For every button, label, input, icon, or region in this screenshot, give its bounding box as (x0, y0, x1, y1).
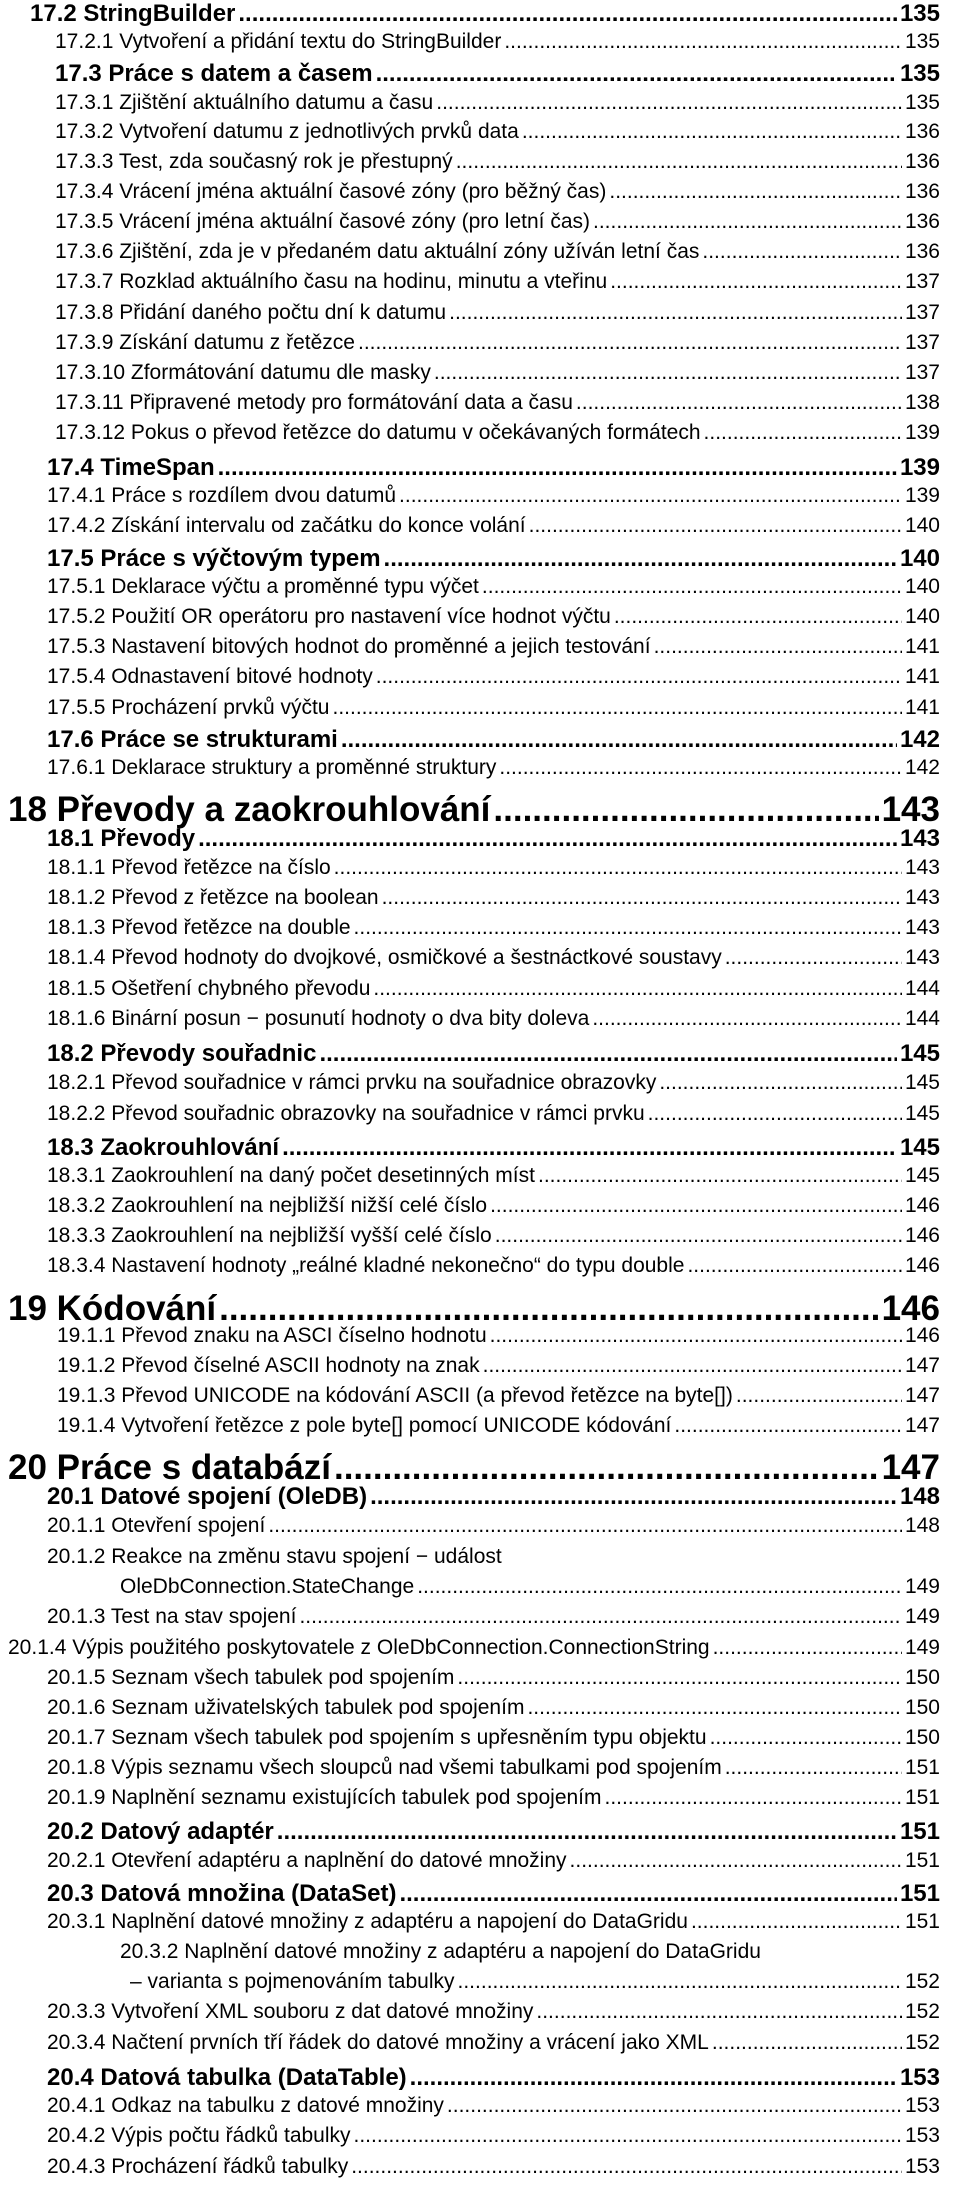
toc-entry[interactable] (47, 1071, 940, 1099)
dot-leader (576, 391, 902, 415)
dot-leader (527, 1696, 902, 1720)
dot-leader (614, 605, 902, 629)
toc-entry[interactable] (47, 977, 940, 1005)
toc-entry-page: 144 (904, 977, 940, 1000)
toc-entry[interactable] (57, 1354, 940, 1382)
toc-entry-page: 137 (904, 270, 940, 293)
dot-leader (504, 30, 902, 54)
toc-entry-title: 17.3.8 Přidání daného počtu dní k datumu (55, 301, 447, 324)
toc-entry-title: 20.1.5 Seznam všech tabulek pod spojením (47, 1666, 455, 1689)
toc-entry-title: 17.5.1 Deklarace výčtu a proměnné typu výčet (47, 575, 479, 598)
toc-entry[interactable] (47, 454, 940, 484)
dot-leader (376, 60, 897, 88)
dot-leader (704, 421, 902, 445)
toc-entry-page: 152 (904, 2031, 940, 2054)
toc-entry-title: 19.1.4 Vytvoření řetězce z pole byte[] pomocí UNICODE kódování (57, 1414, 672, 1437)
toc-entry-title: 19 Kódování (8, 1289, 217, 1328)
toc-entry-page: 139 (904, 421, 940, 444)
dot-leader (522, 120, 902, 144)
toc-entry-title: 18.1.4 Převod hodnoty do dvojkové, osmičkové a šestnáctkové soustavy (47, 946, 722, 969)
toc-entry[interactable] (47, 1134, 940, 1164)
dot-leader (490, 1194, 902, 1218)
dot-leader (710, 1726, 902, 1750)
toc-entry[interactable] (47, 1849, 940, 1877)
toc-entry-title: 18.2 Převody souřadnic (47, 1040, 317, 1067)
dot-leader (725, 1756, 902, 1780)
toc-entry-page: 147 (904, 1414, 940, 1437)
dot-leader (570, 1849, 902, 1873)
toc-entry-title: 20.1.9 Naplnění seznamu existujících tabulek pod spojením (47, 1786, 602, 1809)
toc-entry-title: 18.2.1 Převod souřadnice v rámci prvku na souřadnice obrazovky (47, 1071, 657, 1094)
toc-entry-title: 18.1 Převody (47, 825, 196, 852)
toc-entry[interactable] (47, 484, 940, 512)
dot-leader (702, 240, 902, 264)
toc-entry-page: 136 (904, 240, 940, 263)
toc-entry-page: 137 (904, 301, 940, 324)
dot-leader (282, 1134, 897, 1162)
toc-entry[interactable] (57, 1324, 940, 1352)
dot-leader (482, 575, 902, 599)
toc-entry[interactable] (47, 2000, 940, 2028)
toc-entry[interactable] (47, 1726, 940, 1754)
toc-entry[interactable] (47, 514, 940, 542)
toc-entry-page: 145 (904, 1164, 940, 1187)
toc-entry-page: 143 (904, 916, 940, 939)
toc-entry-page: 150 (904, 1726, 940, 1749)
toc-entry-page: 140 (904, 605, 940, 628)
toc-entry-page: 146 (904, 1324, 940, 1347)
toc-entry-page: 148 (904, 1514, 940, 1537)
dot-leader (648, 1102, 902, 1126)
dot-leader (449, 301, 902, 325)
toc-entry[interactable] (57, 1414, 940, 1442)
toc-entry[interactable] (47, 665, 940, 693)
toc-entry-page: 136 (904, 120, 940, 143)
toc-entry[interactable] (47, 1007, 940, 1035)
toc-entry-page: 152 (904, 2000, 940, 2023)
toc-entry[interactable] (55, 120, 940, 148)
dot-leader (218, 454, 897, 482)
toc-entry[interactable] (30, 0, 940, 30)
toc-entry-title: 18.3 Zaokrouhlování (47, 1134, 280, 1161)
toc-entry[interactable] (47, 1666, 940, 1694)
toc-entry[interactable] (47, 2094, 940, 2122)
toc-entry-title: 18.1.5 Ošetření chybného převodu (47, 977, 371, 1000)
toc-entry-title: 17.2 StringBuilder (30, 0, 236, 27)
dot-leader (341, 726, 897, 754)
toc-entry-page: 149 (904, 1605, 940, 1628)
toc-entry-page: 135 (904, 91, 940, 114)
toc-entry[interactable] (47, 726, 940, 756)
toc-entry-title: 17.3.3 Test, zda současný rok je přestupný (55, 150, 453, 173)
toc-entry-title: 17.4.1 Práce s rozdílem dvou datumů (47, 484, 397, 507)
toc-entry-title: 20 Práce s databází (8, 1448, 331, 1487)
dot-leader (483, 1354, 902, 1378)
toc-entry-title: 17.3.7 Rozklad aktuálního času na hodinu, minutu a vteřinu (55, 270, 608, 293)
toc-entry-title: 20.4 Datová tabulka (DataTable) (47, 2064, 407, 2091)
dot-leader (687, 1254, 901, 1278)
dot-leader (319, 1040, 897, 1068)
toc-entry-title: 17.3.6 Zjištění, zda je v předaném datu aktuální zóny užíván letní čas (55, 240, 700, 263)
dot-leader (334, 1448, 879, 1488)
toc-entry-title: 20.1.2 Reakce na změnu stavu spojení − událost (47, 1545, 502, 1568)
dot-leader (499, 756, 902, 780)
dot-leader (277, 1818, 897, 1846)
toc-entry[interactable] (55, 421, 940, 449)
toc-entry-page: 136 (904, 180, 940, 203)
toc-entry-title: 17.3.10 Zformátování datumu dle masky (55, 361, 431, 384)
toc-entry-page: 151 (904, 1910, 940, 1933)
toc-entry-page: 143 (899, 825, 940, 852)
toc-entry-title: 17.3.5 Vrácení jména aktuální časové zóny (pro letní čas) (55, 210, 591, 233)
toc-entry-title: 20.1.7 Seznam všech tabulek pod spojením s upřesněním typu objektu (47, 1726, 707, 1749)
toc-entry-page: 147 (904, 1384, 940, 1407)
toc-entry-title: 17.5.2 Použití OR operátoru pro nastavení více hodnot výčtu (47, 605, 611, 628)
toc-entry-page: 136 (904, 150, 940, 173)
toc-entry-title: 17.3 Práce s datem a časem (55, 60, 373, 87)
toc-entry-page: 138 (904, 391, 940, 414)
dot-leader (238, 0, 897, 28)
dot-leader (399, 1880, 897, 1908)
toc-entry-page: 143 (904, 886, 940, 909)
toc-entry-page: 153 (904, 2124, 940, 2147)
toc-entry-title: 20.1.3 Test na stav spojení (47, 1605, 297, 1628)
toc-entry-title: 20.4.2 Výpis počtu řádků tabulky (47, 2124, 351, 2147)
toc-entry[interactable] (47, 886, 940, 914)
toc-entry[interactable] (47, 1483, 940, 1513)
toc-entry[interactable] (55, 331, 940, 359)
toc-entry-page: 142 (899, 726, 940, 753)
toc-entry[interactable] (55, 270, 940, 298)
dot-leader (538, 1164, 902, 1188)
toc-entry[interactable] (47, 2064, 940, 2094)
dot-leader (198, 825, 897, 853)
dot-leader (373, 977, 902, 1001)
toc-entry[interactable] (120, 1940, 940, 1968)
toc-entry-page: 150 (904, 1696, 940, 1719)
toc-entry[interactable] (47, 1786, 940, 1814)
dot-leader (713, 1636, 902, 1660)
toc-entry-title: 17.3.1 Zjištění aktuálního datumu a času (55, 91, 434, 114)
toc-entry[interactable] (47, 1696, 940, 1724)
toc-entry-title: 20.2 Datový adaptér (47, 1818, 274, 1845)
toc-entry[interactable] (55, 150, 940, 178)
toc-entry[interactable] (47, 1164, 940, 1192)
toc-entry[interactable] (47, 1756, 940, 1784)
toc-entry-page: 146 (904, 1224, 940, 1247)
toc-entry[interactable] (8, 790, 940, 830)
toc-entry[interactable] (47, 605, 940, 633)
toc-entry-page: 147 (881, 1448, 940, 1487)
dot-leader (593, 210, 902, 234)
toc-entry-page: 139 (904, 484, 940, 507)
toc-entry[interactable] (55, 210, 940, 238)
toc-entry[interactable] (47, 635, 940, 663)
toc-entry-title: 18.1.1 Převod řetězce na číslo (47, 856, 331, 879)
toc-entry[interactable] (47, 2155, 940, 2183)
toc-entry-page: 151 (899, 1880, 940, 1907)
toc-entry-title: 17.5 Práce s výčtovým typem (47, 545, 381, 572)
toc-entry[interactable] (47, 1880, 940, 1910)
toc-entry-page: 143 (881, 790, 940, 829)
toc-entry-title: 20.3.4 Načtení prvních tří řádek do datové množiny a vrácení jako XML (47, 2031, 709, 2054)
toc-entry-page: 150 (904, 1666, 940, 1689)
toc-entry-page: 139 (899, 454, 940, 481)
toc-entry[interactable] (55, 240, 940, 268)
toc-entry-title: 19.1.2 Převod číselné ASCII hodnoty na znak (57, 1354, 480, 1377)
toc-entry-title: 18.3.4 Nastavení hodnoty „reálné kladné nekonečno“ do typu double (47, 1254, 685, 1277)
toc-entry[interactable] (47, 1910, 940, 1938)
toc-entry[interactable] (55, 301, 940, 329)
toc-entry[interactable] (55, 91, 940, 119)
toc-entry[interactable] (47, 575, 940, 603)
toc-entry[interactable] (120, 1575, 940, 1603)
toc-entry-page: 145 (904, 1102, 940, 1125)
toc-entry-page: 141 (904, 665, 940, 688)
toc-entry[interactable] (47, 856, 940, 884)
toc-entry-page: 135 (899, 0, 940, 27)
toc-entry[interactable] (47, 2124, 940, 2152)
toc-entry-title: 20.3 Datová množina (DataSet) (47, 1880, 397, 1907)
toc-entry[interactable] (8, 1636, 940, 1664)
dot-leader (370, 1483, 897, 1511)
toc-entry-page: 135 (904, 30, 940, 53)
dot-leader (529, 514, 902, 538)
dot-leader (736, 1384, 902, 1408)
toc-entry[interactable] (8, 1289, 940, 1329)
toc-entry-title: 18.3.1 Zaokrouhlení na daný počet desetinných míst (47, 1164, 535, 1187)
toc-entry-title: 17.5.4 Odnastavení bitové hodnoty (47, 665, 373, 688)
toc-entry-title: 18.1.2 Převod z řetězce na boolean (47, 886, 379, 909)
toc-entry[interactable] (55, 30, 940, 58)
toc-entry[interactable] (47, 1514, 940, 1542)
toc-entry-page: 146 (904, 1194, 940, 1217)
toc-entry-page: 141 (904, 696, 940, 719)
dot-leader (659, 1071, 902, 1095)
dot-leader (382, 886, 902, 910)
toc-entry-title: 20.1.4 Výpis použitého poskytovatele z OleDbConnection.ConnectionString (8, 1636, 710, 1659)
toc-entry[interactable] (47, 1545, 940, 1573)
toc-entry-page: 137 (904, 331, 940, 354)
toc-entry-page: 144 (904, 1007, 940, 1030)
dot-leader (351, 2155, 902, 2179)
toc-entry-title: 17.2.1 Vytvoření a přidání textu do StringBuilder (55, 30, 502, 53)
toc-entry[interactable] (57, 1384, 940, 1412)
toc-entry-page: 151 (899, 1818, 940, 1845)
toc-entry-title: 17.3.12 Pokus o převod řetězce do datumu v očekávaných formátech (55, 421, 701, 444)
dot-leader (605, 1786, 902, 1810)
toc-entry[interactable] (55, 391, 940, 419)
toc-entry-page: 145 (904, 1071, 940, 1094)
dot-leader (495, 1224, 902, 1248)
toc-entry-page: 145 (899, 1040, 940, 1067)
toc-entry-title: 20.4.3 Procházení řádků tabulky (47, 2155, 349, 2178)
toc-entry-title: 18 Převody a zaokrouhlování (8, 790, 491, 829)
toc-entry-page: 143 (904, 856, 940, 879)
toc-entry[interactable] (55, 361, 940, 389)
toc-entry[interactable] (47, 1818, 940, 1848)
toc-entry-title: 18.1.3 Převod řetězce na double (47, 916, 351, 939)
toc-entry-title: 20.1 Datové spojení (OleDB) (47, 1483, 368, 1510)
dot-leader (610, 270, 902, 294)
toc-entry[interactable] (47, 1194, 940, 1222)
toc-entry-title: 17.3.2 Vytvoření datumu z jednotlivých prvků data (55, 120, 519, 143)
dot-leader (358, 331, 902, 355)
toc-entry[interactable] (47, 1254, 940, 1282)
toc-entry[interactable] (47, 696, 940, 724)
dot-leader (490, 1324, 902, 1348)
toc-entry-page: 151 (904, 1849, 940, 1872)
toc-entry-title: 19.1.1 Převod znaku na ASCI číselno hodnotu (57, 1324, 487, 1347)
toc-entry[interactable] (47, 1040, 940, 1070)
dot-leader (447, 2094, 902, 2118)
dot-leader (725, 946, 902, 970)
toc-entry-page: 147 (904, 1354, 940, 1377)
toc-entry-page: 142 (904, 756, 940, 779)
dot-leader (376, 665, 902, 689)
toc-entry-page: 148 (899, 1483, 940, 1510)
dot-leader (592, 1007, 902, 1031)
toc-entry-title: 18.3.2 Zaokrouhlení na nejbližší nižší celé číslo (47, 1194, 488, 1217)
toc-entry-page: 153 (904, 2155, 940, 2178)
toc-entry-title: – varianta s pojmenováním tabulky (130, 1970, 455, 1993)
toc-entry-title: 17.4.2 Získání intervalu od začátku do konce volání (47, 514, 526, 537)
toc-entry-page: 135 (899, 60, 940, 87)
toc-entry[interactable] (47, 756, 940, 784)
toc-entry-title: 20.1.6 Seznam uživatelských tabulek pod spojením (47, 1696, 525, 1719)
toc-entry-page: 152 (904, 1970, 940, 1993)
dot-leader (410, 2064, 897, 2092)
dot-leader (384, 545, 897, 573)
toc-entry-title: 17.6 Práce se strukturami (47, 726, 338, 753)
toc-entry[interactable] (8, 1448, 940, 1488)
toc-entry-title: 18.3.3 Zaokrouhlení na nejbližší vyšší celé číslo (47, 1224, 492, 1247)
toc-entry-title: 20.1.1 Otevření spojení (47, 1514, 266, 1537)
toc-entry-title: 20.1.8 Výpis seznamu všech sloupců nad všemi tabulkami pod spojením (47, 1756, 722, 1779)
toc-entry-page: 151 (904, 1756, 940, 1779)
toc-entry-page: 153 (904, 2094, 940, 2117)
toc-entry-page: 153 (899, 2064, 940, 2091)
toc-entry-page: 141 (904, 635, 940, 658)
toc-entry-title: 17.3.11 Připravené metody pro formátování data a času (55, 391, 573, 414)
toc-entry[interactable] (47, 545, 940, 575)
toc-entry-page: 151 (904, 1786, 940, 1809)
dot-leader (399, 484, 902, 508)
toc-entry-page: 149 (904, 1636, 940, 1659)
toc-entry-title: 20.2.1 Otevření adaptéru a naplnění do datové množiny (47, 1849, 567, 1872)
dot-leader (609, 180, 902, 204)
toc-entry-page: 137 (904, 361, 940, 384)
toc-entry[interactable] (47, 1224, 940, 1252)
toc-entry-title: 20.3.3 Vytvoření XML souboru z dat datové množiny (47, 2000, 534, 2023)
toc-entry[interactable] (55, 180, 940, 208)
toc-entry-title: 17.3.4 Vrácení jména aktuální časové zóny (pro běžný čas) (55, 180, 607, 203)
dot-leader (536, 2000, 902, 2024)
toc-entry-page: 149 (904, 1575, 940, 1598)
toc-entry-title: 20.3.1 Naplnění datové množiny z adaptéru a napojení do DataGridu (47, 1910, 688, 1933)
toc-entry-page: 136 (904, 210, 940, 233)
toc-entry-title: 17.6.1 Deklarace struktury a proměnné struktury (47, 756, 497, 779)
toc-entry[interactable] (47, 825, 940, 855)
toc-entry-title: 17.3.9 Získání datumu z řetězce (55, 331, 355, 354)
toc-entry-page: 143 (904, 946, 940, 969)
dot-leader (691, 1910, 902, 1934)
dot-leader (333, 696, 902, 720)
dot-leader (299, 1605, 902, 1629)
toc-entry[interactable] (47, 946, 940, 974)
dot-leader (654, 635, 902, 659)
toc-entry[interactable] (55, 60, 940, 90)
dot-leader (354, 2124, 902, 2148)
toc-entry-page: 140 (904, 514, 940, 537)
toc-entry-page: 140 (899, 545, 940, 572)
toc-entry-title: 17.5.3 Nastavení bitových hodnot do proměnné a jejich testování (47, 635, 651, 658)
dot-leader (456, 150, 902, 174)
dot-leader (434, 361, 902, 385)
toc-entry[interactable] (47, 2031, 940, 2059)
toc-entry-title: 20.4.1 Odkaz na tabulku z datové množiny (47, 2094, 444, 2117)
toc-entry[interactable] (47, 1605, 940, 1633)
toc-entry-title: 17.5.5 Procházení prvků výčtu (47, 696, 330, 719)
toc-entry-page: 146 (881, 1289, 940, 1328)
dot-leader (436, 91, 902, 115)
dot-leader (458, 1970, 902, 1994)
dot-leader (417, 1575, 902, 1599)
toc-entry-title: 19.1.3 Převod UNICODE na kódování ASCII (a převod řetězce na byte[]) (57, 1384, 733, 1407)
dot-leader (674, 1414, 902, 1438)
toc-entry-title: 17.4 TimeSpan (47, 454, 215, 481)
dot-leader (334, 856, 902, 880)
dot-leader (354, 916, 902, 940)
toc-entry[interactable] (130, 1970, 940, 1998)
toc-entry-page: 146 (904, 1254, 940, 1277)
dot-leader (712, 2031, 902, 2055)
toc-entry-page: 140 (904, 575, 940, 598)
dot-leader (493, 790, 878, 830)
toc-entry-title: 18.1.6 Binární posun − posunutí hodnoty o dva bity doleva (47, 1007, 590, 1030)
toc-entry[interactable] (47, 1102, 940, 1130)
dot-leader (268, 1514, 902, 1538)
toc-entry[interactable] (47, 916, 940, 944)
toc-entry-page: 145 (899, 1134, 940, 1161)
dot-leader (219, 1289, 878, 1329)
toc-entry-title: OleDbConnection.StateChange (120, 1575, 415, 1598)
dot-leader (457, 1666, 902, 1690)
toc-entry-title: 20.3.2 Naplnění datové množiny z adaptéru a napojení do DataGridu (120, 1940, 761, 1963)
toc-entry-title: 18.2.2 Převod souřadnic obrazovky na souřadnice v rámci prvku (47, 1102, 645, 1125)
